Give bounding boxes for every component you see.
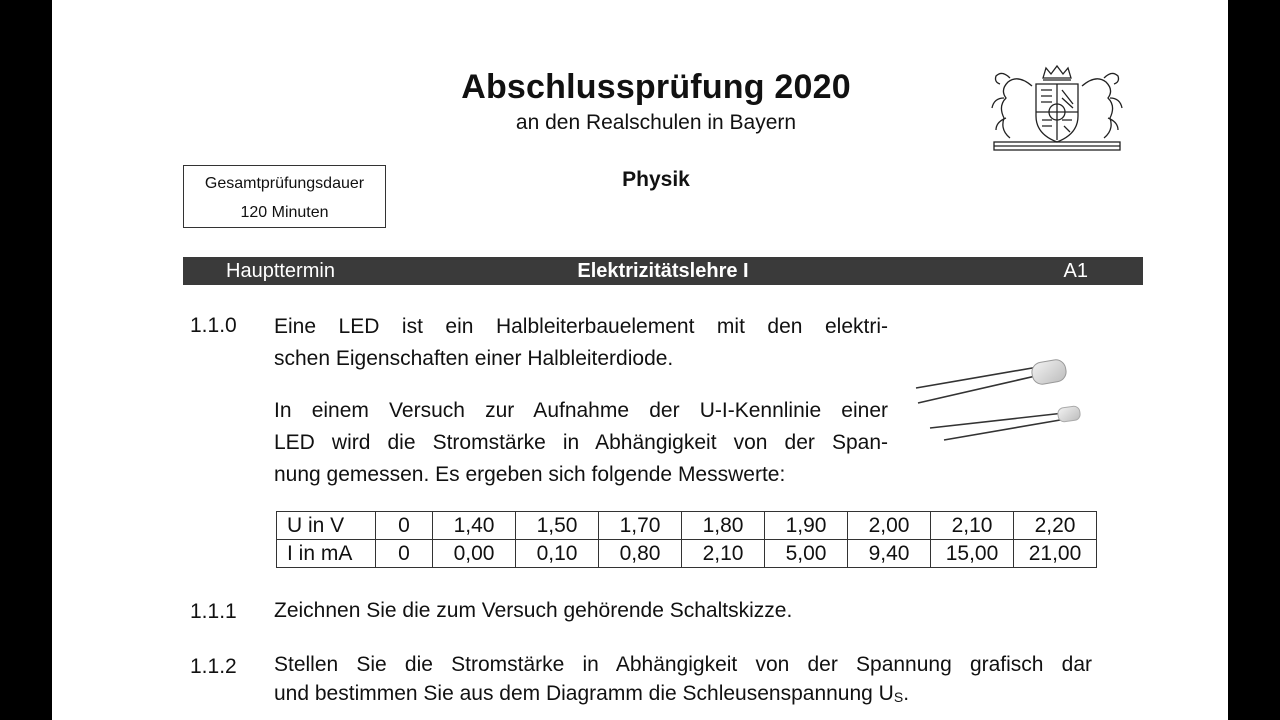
table-cell: 1,40 — [433, 512, 516, 540]
task-code: A1 — [1063, 260, 1088, 282]
table-cell: 0 — [376, 512, 433, 540]
task-110-line: LED wird die Stromstärke in Abhängigkeit von der Span- — [274, 431, 888, 454]
topic-title: Elektrizitätslehre I — [577, 260, 749, 282]
duration-label: Gesamtprüfungsdauer — [204, 175, 365, 192]
task-110-line: schen Eigenschaften einer Halbleiterdiode. — [274, 347, 674, 370]
led-component-icon — [914, 355, 1104, 445]
table-cell: 15,00 — [931, 540, 1014, 568]
table-cell: 0,80 — [599, 540, 682, 568]
task-112-line: und bestimmen Sie aus dem Diagramm die Schleusenspannung U — [274, 682, 894, 705]
exam-term-label: Haupttermin — [226, 260, 335, 282]
task-110-experiment — [274, 395, 888, 491]
task-110-line: Eine LED ist ein Halbleiterbauelement mit den elektri- — [274, 315, 888, 338]
table-cell: 9,40 — [848, 540, 931, 568]
exam-page — [52, 0, 1228, 720]
table-cell: 2,00 — [848, 512, 931, 540]
task-number-110: 1.1.0 — [190, 314, 237, 337]
task-111-text: Zeichnen Sie die zum Versuch gehörende Schaltskizze. — [274, 599, 793, 622]
table-cell: 0,00 — [433, 540, 516, 568]
table-row — [277, 540, 1097, 568]
table-cell: 0 — [376, 540, 433, 568]
task-number-112: 1.1.2 — [190, 655, 237, 678]
table-row — [277, 512, 1097, 540]
row-label-current: I in mA — [277, 540, 376, 568]
topic-bar — [183, 257, 1143, 285]
bavarian-coat-of-arms-icon — [988, 64, 1126, 152]
subject-heading: Physik — [622, 168, 690, 191]
duration-value: 120 Minuten — [240, 204, 329, 221]
task-110-intro — [274, 311, 888, 375]
table-cell: 2,10 — [682, 540, 765, 568]
table-cell: 2,20 — [1014, 512, 1097, 540]
table-cell: 1,90 — [765, 512, 848, 540]
task-110-line: nung gemessen. Es ergeben sich folgende Messwerte: — [274, 463, 786, 486]
page-subtitle: an den Realschulen in Bayern — [515, 111, 797, 134]
subscript-s: S — [893, 689, 904, 705]
table-cell: 2,10 — [931, 512, 1014, 540]
measurement-table — [276, 511, 1097, 568]
table-cell: 1,50 — [516, 512, 599, 540]
table-cell: 0,10 — [516, 540, 599, 568]
task-112-period: . — [903, 682, 910, 705]
table-cell: 21,00 — [1014, 540, 1097, 568]
table-cell: 1,80 — [682, 512, 765, 540]
row-label-voltage: U in V — [277, 512, 376, 540]
task-number-111: 1.1.1 — [190, 600, 237, 623]
table-cell: 1,70 — [599, 512, 682, 540]
table-cell: 5,00 — [765, 540, 848, 568]
page-title: Abschlussprüfung 2020 — [461, 68, 851, 106]
task-112-text — [274, 650, 1092, 710]
task-112-line: Stellen Sie die Stromstärke in Abhängigkeit von der Spannung grafisch dar — [274, 653, 1092, 676]
task-110-line: In einem Versuch zur Aufnahme der U-I-Kennlinie einer — [274, 399, 888, 422]
task-112-line2 — [274, 679, 1092, 710]
